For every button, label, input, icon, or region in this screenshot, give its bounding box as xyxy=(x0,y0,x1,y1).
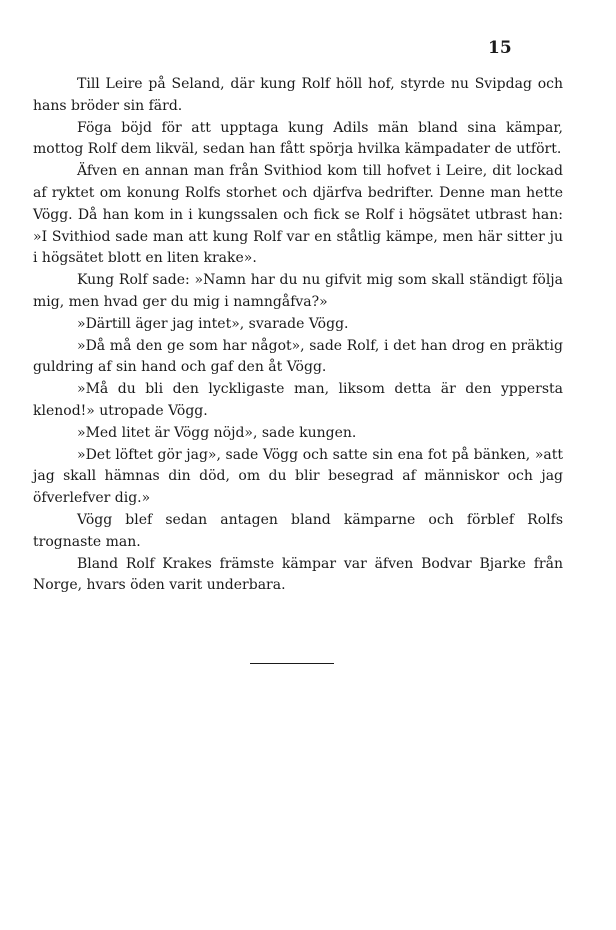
body-text xyxy=(33,74,563,597)
page-number: 15 xyxy=(488,38,512,58)
paragraph: Kung Rolf sade: »Namn har du nu gifvit mig som skall ständigt följa mig, men hvad ger du mig i namngåfva?» xyxy=(33,272,563,310)
paragraph: »Det löftet gör jag», sade Vögg och satte sin ena fot på bänken, »att jag skall hämnas din död, om du blir besegrad af människor och jag öfverlefver dig.» xyxy=(33,446,563,507)
paragraph: »Må du bli den lyckligaste man, liksom detta är den yppersta klenod!» utropade Vögg. xyxy=(33,381,563,419)
paragraph: »Därtill äger jag intet», svarade Vögg. xyxy=(77,315,349,332)
paragraph: »Med litet är Vögg nöjd», sade kungen. xyxy=(77,424,357,441)
paragraph: Vögg blef sedan antagen bland kämparne och förblef Rolfs trognaste man. xyxy=(33,511,563,550)
paragraph: Till Leire på Seland, där kung Rolf höll hof, styrde nu Svipdag och hans bröder sin färd. xyxy=(33,76,563,114)
section-divider xyxy=(250,663,334,664)
paragraph: Föga böjd för att upptaga kung Adils män bland sina kämpar, mottog Rolf dem likväl, sedan han fått spörja hvilka kämpadater de utfört. xyxy=(33,119,563,158)
paragraph: Äfven en annan man från Svithiod kom till hofvet i Leire, dit lockad af ryktet om konung Rolfs storhet och djärfva bedrifter. Denne man hette Vögg. Då han kom in i kungssalen och fick se Rolf i högsätet utbrast han: »I Svithiod sade man att kung Rolf var en ståtlig kämpe, men här sitter ju i högsätet blott en liten krake». xyxy=(33,163,563,267)
paragraph: »Då må den ge som har något», sade Rolf, i det han drog en präktig guldring af sin hand och gaf den åt Vögg. xyxy=(33,337,563,376)
paragraph: Bland Rolf Krakes främste kämpar var äfven Bodvar Bjarke från Norge, hvars öden varit underbara. xyxy=(33,555,563,594)
